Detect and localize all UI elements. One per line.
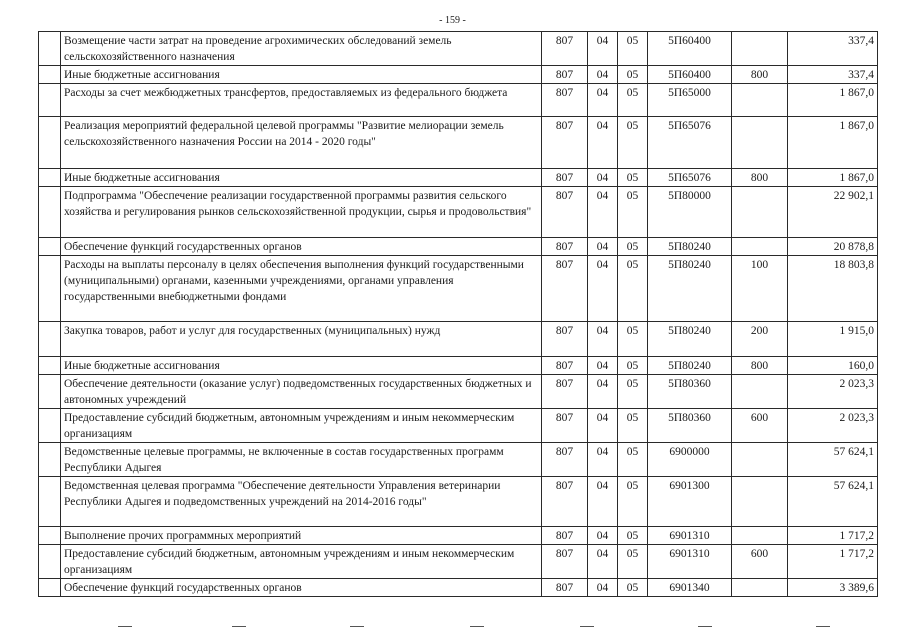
row-expense-type: 800 — [732, 169, 788, 187]
row-section-code: 04 — [588, 579, 618, 597]
row-expense-type: 600 — [732, 545, 788, 579]
table-row — [39, 545, 878, 579]
row-ministry-code: 807 — [542, 545, 588, 579]
row-subsection-code: 05 — [618, 545, 648, 579]
row-amount: 20 878,8 — [788, 238, 878, 256]
row-blank-cell — [39, 84, 61, 117]
row-subsection-code: 05 — [618, 238, 648, 256]
table-row — [39, 66, 878, 84]
row-blank-cell — [39, 477, 61, 527]
row-subsection-code: 05 — [618, 443, 648, 477]
row-ministry-code: 807 — [542, 375, 588, 409]
row-section-code: 04 — [588, 84, 618, 117]
table-row — [39, 32, 878, 66]
row-blank-cell — [39, 117, 61, 169]
row-subsection-code: 05 — [618, 579, 648, 597]
row-name: Обеспечение функций государственных органов — [61, 238, 542, 256]
row-ministry-code: 807 — [542, 579, 588, 597]
row-section-code: 04 — [588, 357, 618, 375]
row-section-code: 04 — [588, 187, 618, 238]
row-blank-cell — [39, 545, 61, 579]
table-row — [39, 169, 878, 187]
row-target-article: 5П80360 — [648, 409, 732, 443]
table-row — [39, 527, 878, 545]
row-amount: 2 023,3 — [788, 375, 878, 409]
row-blank-cell — [39, 322, 61, 357]
row-name: Предоставление субсидий бюджетным, автономным учреждениям и иным некоммерческим организациям — [61, 545, 542, 579]
row-blank-cell — [39, 169, 61, 187]
row-amount: 1 915,0 — [788, 322, 878, 357]
row-expense-type — [732, 527, 788, 545]
table-row — [39, 357, 878, 375]
row-expense-type: 100 — [732, 256, 788, 322]
row-amount: 1 867,0 — [788, 117, 878, 169]
row-ministry-code: 807 — [542, 117, 588, 169]
table-row — [39, 579, 878, 597]
row-ministry-code: 807 — [542, 409, 588, 443]
row-subsection-code: 05 — [618, 84, 648, 117]
row-amount: 3 389,6 — [788, 579, 878, 597]
row-subsection-code: 05 — [618, 477, 648, 527]
table-row — [39, 256, 878, 322]
row-name: Обеспечение функций государственных органов — [61, 579, 542, 597]
row-amount: 57 624,1 — [788, 443, 878, 477]
row-expense-type — [732, 375, 788, 409]
row-expense-type: 200 — [732, 322, 788, 357]
row-section-code: 04 — [588, 545, 618, 579]
row-target-article: 5П80240 — [648, 322, 732, 357]
row-section-code: 04 — [588, 32, 618, 66]
row-subsection-code: 05 — [618, 169, 648, 187]
row-name: Выполнение прочих программных мероприятий — [61, 527, 542, 545]
row-name: Возмещение части затрат на проведение агрохимических обследований земель сельскохозяйственного назначения — [61, 32, 542, 66]
table-row — [39, 375, 878, 409]
row-target-article: 5П80240 — [648, 357, 732, 375]
row-amount: 1 717,2 — [788, 527, 878, 545]
row-ministry-code: 807 — [542, 357, 588, 375]
row-subsection-code: 05 — [618, 256, 648, 322]
row-name: Реализация мероприятий федеральной целевой программы "Развитие мелиорации земель сельскохозяйственного назначения России на 2014 - 2020 годы" — [61, 117, 542, 169]
row-ministry-code: 807 — [542, 169, 588, 187]
row-target-article: 5П60400 — [648, 32, 732, 66]
row-section-code: 04 — [588, 169, 618, 187]
row-target-article: 6901340 — [648, 579, 732, 597]
row-subsection-code: 05 — [618, 117, 648, 169]
row-ministry-code: 807 — [542, 527, 588, 545]
row-section-code: 04 — [588, 477, 618, 527]
row-blank-cell — [39, 187, 61, 238]
row-target-article: 5П65000 — [648, 84, 732, 117]
row-section-code: 04 — [588, 256, 618, 322]
row-ministry-code: 807 — [542, 66, 588, 84]
row-amount: 337,4 — [788, 66, 878, 84]
row-name: Обеспечение деятельности (оказание услуг) подведомственных государственных бюджетных и автономных учреждений — [61, 375, 542, 409]
row-expense-type — [732, 32, 788, 66]
row-expense-type — [732, 579, 788, 597]
row-name: Иные бюджетные ассигнования — [61, 66, 542, 84]
row-blank-cell — [39, 527, 61, 545]
row-name: Подпрограмма "Обеспечение реализации государственной программы развития сельского хозяйства и регулирования рынков сельскохозяйственной продукции, сырья и продовольствия" — [61, 187, 542, 238]
row-expense-type — [732, 443, 788, 477]
row-amount: 160,0 — [788, 357, 878, 375]
row-blank-cell — [39, 32, 61, 66]
row-section-code: 04 — [588, 117, 618, 169]
row-ministry-code: 807 — [542, 187, 588, 238]
row-section-code: 04 — [588, 443, 618, 477]
row-amount: 1 867,0 — [788, 84, 878, 117]
row-subsection-code: 05 — [618, 357, 648, 375]
row-blank-cell — [39, 409, 61, 443]
row-name: Иные бюджетные ассигнования — [61, 169, 542, 187]
row-expense-type — [732, 84, 788, 117]
row-blank-cell — [39, 66, 61, 84]
table-row — [39, 187, 878, 238]
row-target-article: 6901310 — [648, 527, 732, 545]
row-blank-cell — [39, 238, 61, 256]
row-expense-type — [732, 117, 788, 169]
row-target-article: 5П80000 — [648, 187, 732, 238]
row-ministry-code: 807 — [542, 322, 588, 357]
row-amount: 22 902,1 — [788, 187, 878, 238]
row-ministry-code: 807 — [542, 256, 588, 322]
row-ministry-code: 807 — [542, 32, 588, 66]
row-subsection-code: 05 — [618, 322, 648, 357]
row-blank-cell — [39, 256, 61, 322]
row-section-code: 04 — [588, 527, 618, 545]
row-blank-cell — [39, 357, 61, 375]
row-expense-type: 600 — [732, 409, 788, 443]
row-expense-type: 800 — [732, 66, 788, 84]
row-section-code: 04 — [588, 375, 618, 409]
table-row — [39, 477, 878, 527]
row-amount: 1 717,2 — [788, 545, 878, 579]
row-blank-cell — [39, 375, 61, 409]
row-subsection-code: 05 — [618, 527, 648, 545]
row-amount: 18 803,8 — [788, 256, 878, 322]
table-row — [39, 84, 878, 117]
table-row — [39, 322, 878, 357]
table-row — [39, 443, 878, 477]
row-subsection-code: 05 — [618, 409, 648, 443]
row-section-code: 04 — [588, 409, 618, 443]
row-section-code: 04 — [588, 322, 618, 357]
next-page-table-edge — [60, 626, 885, 632]
row-amount: 57 624,1 — [788, 477, 878, 527]
row-target-article: 5П80360 — [648, 375, 732, 409]
table-row — [39, 238, 878, 256]
row-target-article: 5П65076 — [648, 169, 732, 187]
row-blank-cell — [39, 579, 61, 597]
row-amount: 1 867,0 — [788, 169, 878, 187]
table-row — [39, 409, 878, 443]
row-name: Закупка товаров, работ и услуг для государственных (муниципальных) нужд — [61, 322, 542, 357]
row-ministry-code: 807 — [542, 84, 588, 117]
row-section-code: 04 — [588, 66, 618, 84]
row-subsection-code: 05 — [618, 32, 648, 66]
row-section-code: 04 — [588, 238, 618, 256]
row-target-article: 5П60400 — [648, 66, 732, 84]
row-name: Ведомственная целевая программа "Обеспечение деятельности Управления ветеринарии Республики Адыгея и подведомственных учреждений на 2014-2016 годы" — [61, 477, 542, 527]
row-subsection-code: 05 — [618, 375, 648, 409]
row-expense-type — [732, 238, 788, 256]
row-expense-type: 800 — [732, 357, 788, 375]
row-target-article: 5П80240 — [648, 256, 732, 322]
row-amount: 2 023,3 — [788, 409, 878, 443]
row-name: Предоставление субсидий бюджетным, автономным учреждениям и иным некоммерческим организациям — [61, 409, 542, 443]
row-blank-cell — [39, 443, 61, 477]
row-expense-type — [732, 477, 788, 527]
row-target-article: 6901300 — [648, 477, 732, 527]
row-name: Иные бюджетные ассигнования — [61, 357, 542, 375]
table-row — [39, 117, 878, 169]
row-expense-type — [732, 187, 788, 238]
row-subsection-code: 05 — [618, 187, 648, 238]
row-name: Ведомственные целевые программы, не включенные в состав государственных программ Республики Адыгея — [61, 443, 542, 477]
row-ministry-code: 807 — [542, 238, 588, 256]
row-target-article: 5П80240 — [648, 238, 732, 256]
row-name: Расходы за счет межбюджетных трансфертов, предоставляемых из федерального бюджета — [61, 84, 542, 117]
row-target-article: 6900000 — [648, 443, 732, 477]
row-subsection-code: 05 — [618, 66, 648, 84]
row-target-article: 5П65076 — [648, 117, 732, 169]
row-amount: 337,4 — [788, 32, 878, 66]
row-name: Расходы на выплаты персоналу в целях обеспечения выполнения функций государственными (муниципальными) органами, казенными учреждениями, органами управления государственными внебюджетными фондами — [61, 256, 542, 322]
row-target-article: 6901310 — [648, 545, 732, 579]
row-ministry-code: 807 — [542, 477, 588, 527]
budget-table — [38, 31, 878, 597]
row-ministry-code: 807 — [542, 443, 588, 477]
page-number: - 159 - — [439, 15, 466, 26]
